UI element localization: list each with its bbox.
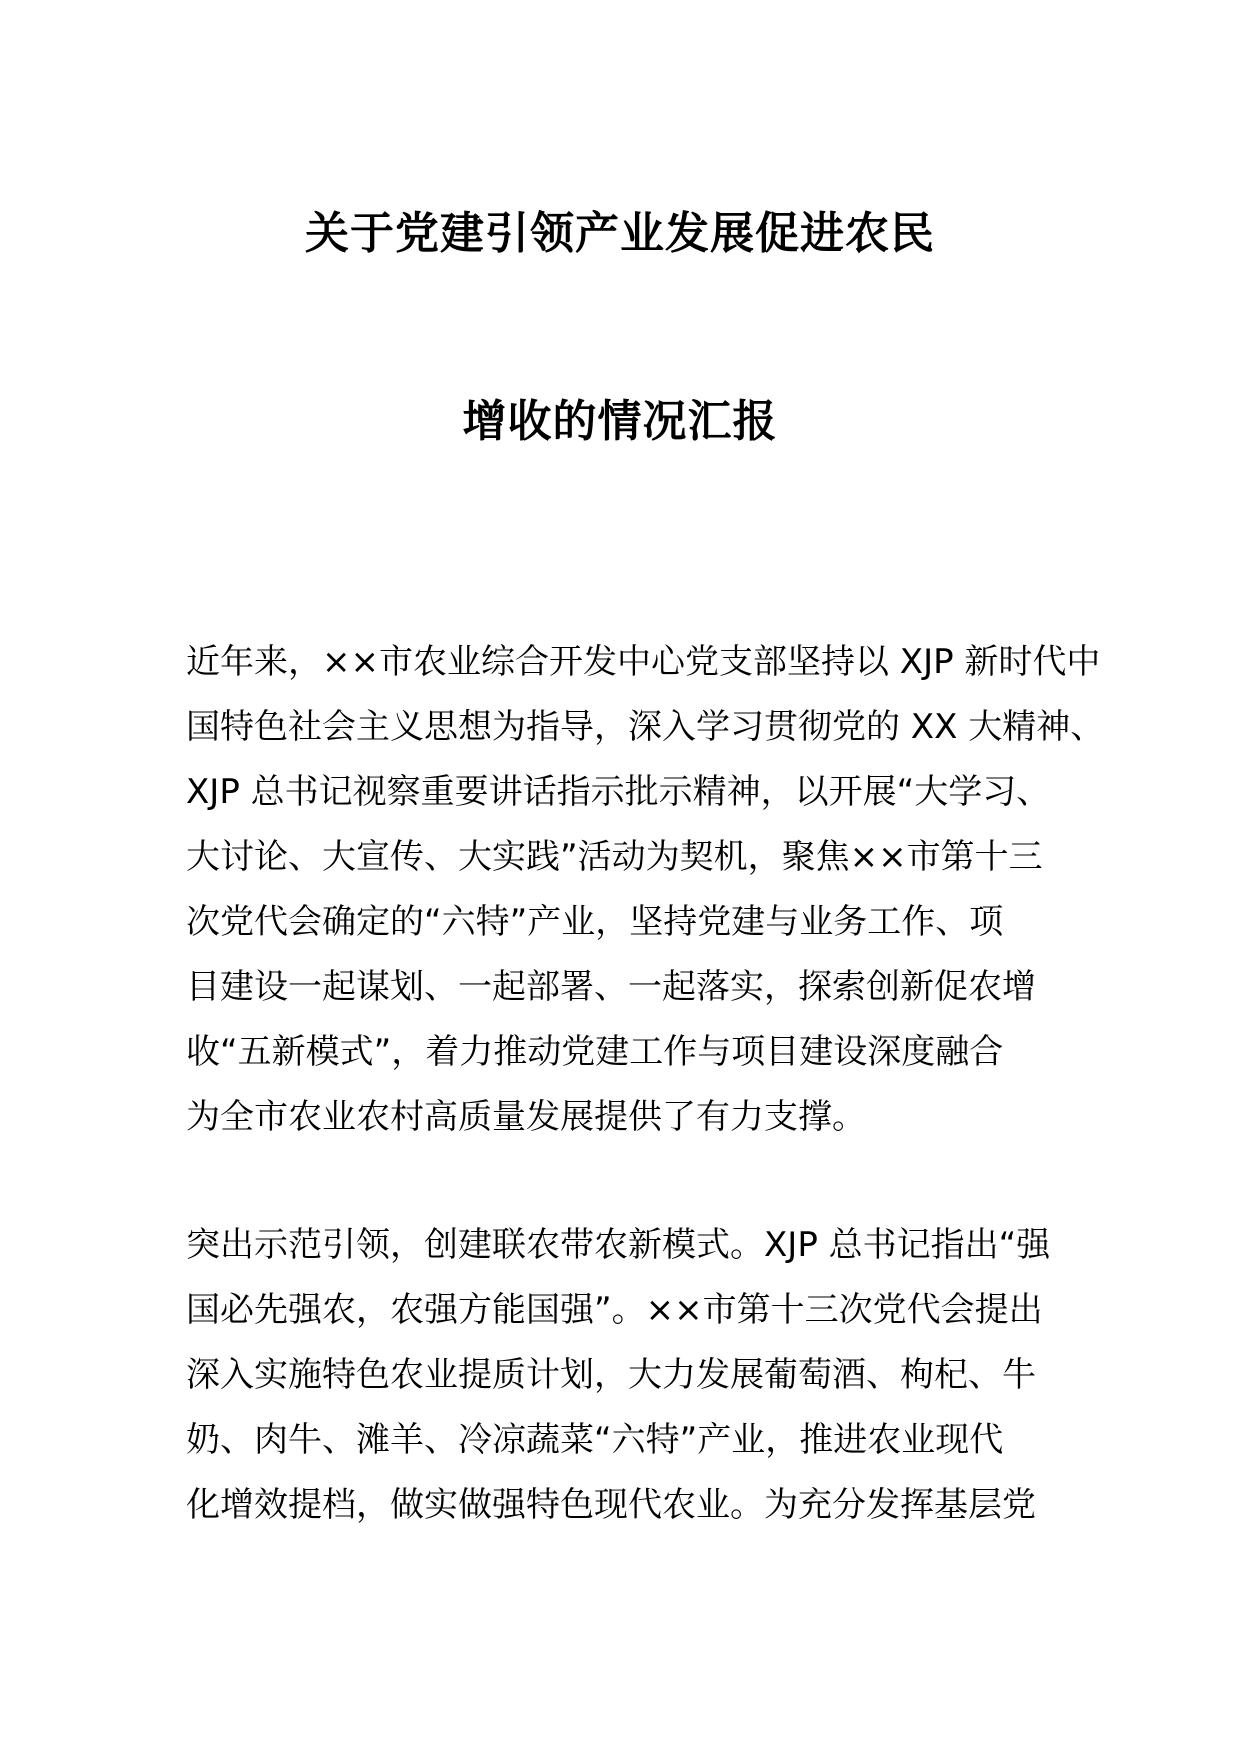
paragraph-line: 深入实施特色农业提质计划，大力发展葡萄酒、枸杞、牛 (186, 1355, 1036, 1395)
document-title-line-2: 增收的情况汇报 (462, 396, 778, 447)
paragraph-line: 国必先强农，农强方能国强”。××市第十三次党代会提出 (186, 1290, 1043, 1330)
paragraph-line: XJP 总书记视察重要讲话指示批示精神，以开展“大学习、 (186, 772, 1051, 812)
paragraph-line: 化增效提档，做实做强特色现代农业。为充分发挥基层党 (186, 1485, 1036, 1525)
paragraph-line: 近年来，××市农业综合开发中心党支部坚持以 XJP 新时代中 (186, 642, 1101, 682)
intro-paragraph (186, 630, 1105, 1150)
paragraph-line: 国特色社会主义思想为指导，深入学习贯彻党的 XX 大精神、 (186, 707, 1105, 747)
paragraph-line: 突出示范引领，创建联农带农新模式。XJP 总书记指出“强 (186, 1225, 1051, 1265)
paragraph-line: 奶、肉牛、滩羊、冷凉蔬菜“六特”产业，推进农业现代 (186, 1420, 1004, 1460)
paragraph-line: 收“五新模式”，着力推动党建工作与项目建设深度融合 (186, 1032, 1004, 1072)
document-title-line-1: 关于党建引领产业发展促进农民 (305, 208, 935, 259)
paragraph-line: 为全市农业农村高质量发展提供了有力支撑。 (186, 1097, 866, 1137)
section-paragraph (186, 1213, 1066, 1538)
paragraph-line: 目建设一起谋划、一起部署、一起落实，探索创新促农增 (186, 967, 1036, 1007)
paragraph-line: 大讨论、大宣传、大实践”活动为契机，聚焦××市第十三 (186, 837, 1043, 877)
paragraph-line: 次党代会确定的“六特”产业，坚持党建与业务工作、项 (186, 902, 1004, 942)
